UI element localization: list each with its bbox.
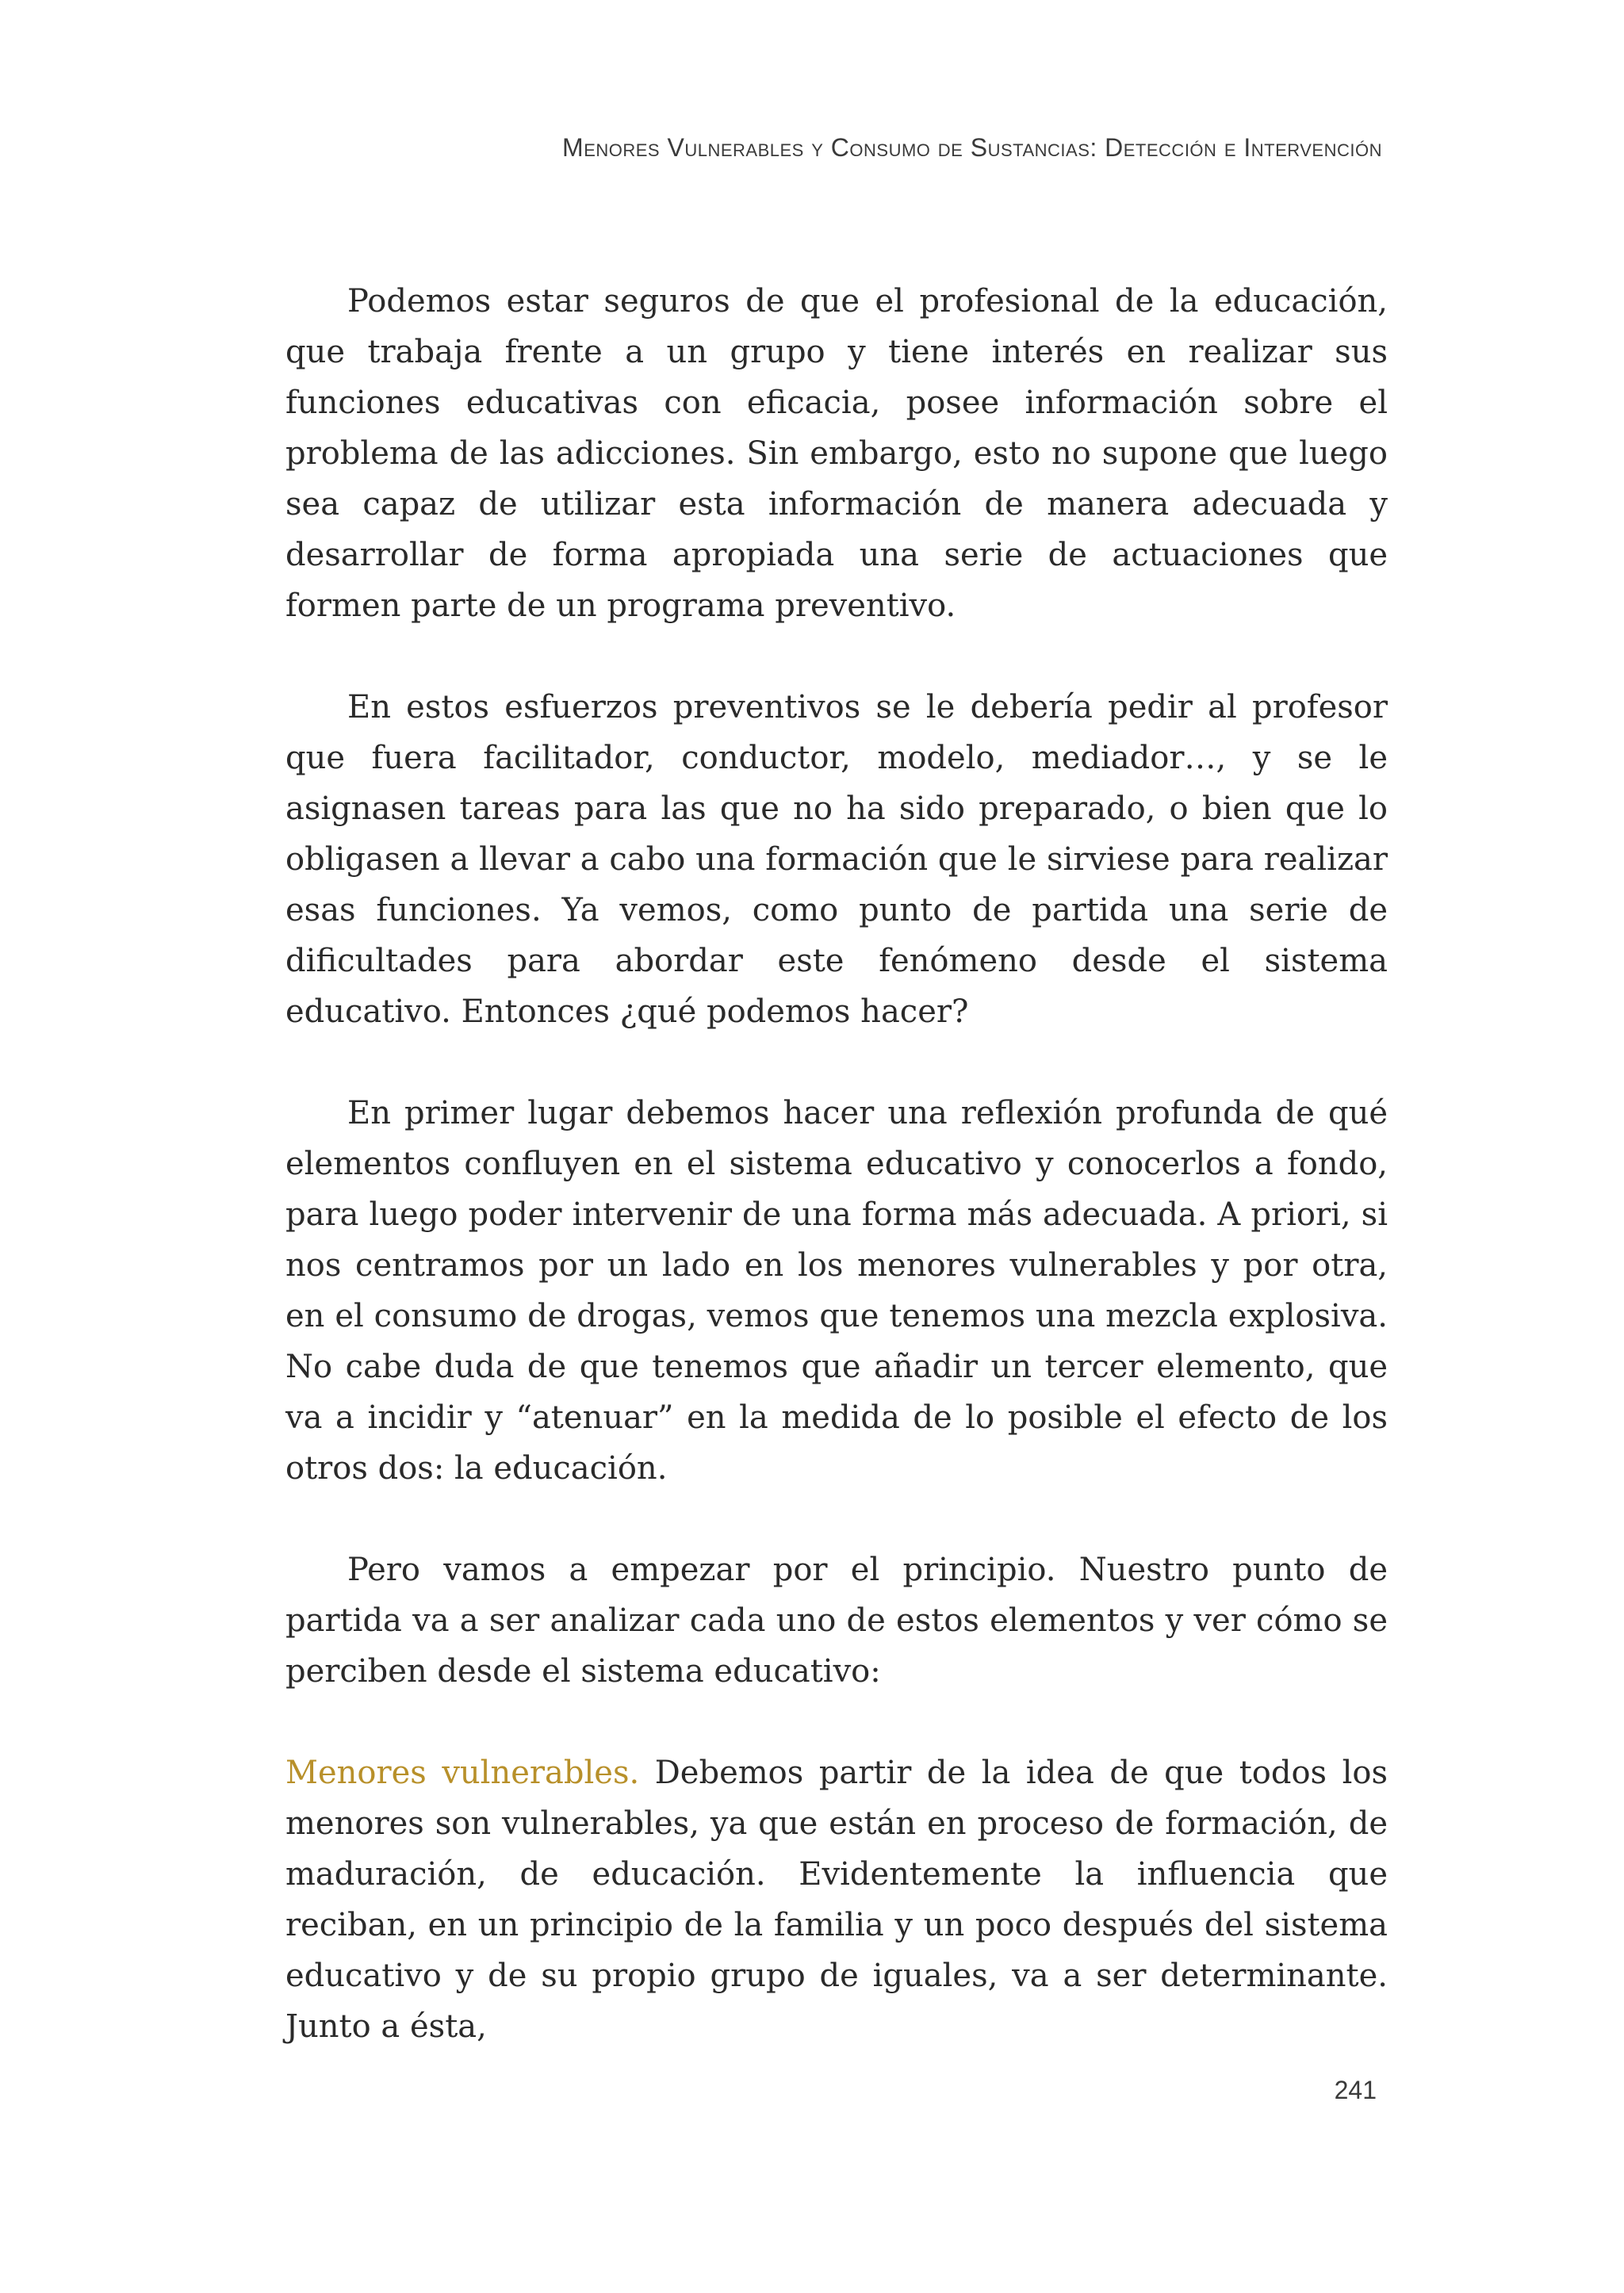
paragraph-4: Pero vamos a empezar por el principio. Nuestro punto de partida va a ser analizar cada uno de estos elementos y ver cómo se perciben desde el sistema educativo: [285,1552,1388,1690]
paragraph-2: En estos esfuerzos preventivos se le debería pedir al profesor que fuera facilitador, conductor, modelo, mediador…, y se le asignasen tareas para las que no ha sido preparado, o bien que lo obligasen a llevar a cabo una formación que le sirviese para realizar esas funciones. Ya vemos, como punto de partida una serie de dificultades para abordar este fenómeno desde el sistema educativo. Entonces ¿qué podemos hacer? [285,689,1388,1030]
page-number: 241 [1334,2076,1377,2104]
paragraph-3: En primer lugar debemos hacer una reflexión profunda de qué elementos confluyen en el sistema educativo y conocerlos a fondo, para luego poder intervenir de una forma más adecuada. A priori, si nos centramos por un lado en los menores vulnerables y por otra, en el consumo de drogas, vemos que tenemos una mezcla explosiva. No cabe duda de que tenemos que añadir un tercer elemento, que va a incidir y “atenuar” en la medida de lo posible el efecto de los otros dos: la educación. [285,1095,1388,1487]
lead-term-menores-vulnerables: Menores vulnerables. [285,1755,640,1791]
paragraph-5-text: Debemos partir de la idea de que todos los menores son vulnerables, ya que están en proceso de formación, de maduración, de educación. Evidentemente la influencia que reciban, en un principio de la familia y un poco después del sistema educativo y de su propio grupo de iguales, va a ser determinante. Junto a ésta, [285,1755,1388,2045]
paragraph-1: Podemos estar seguros de que el profesional de la educación, que trabaja frente a un grupo y tiene interés en realizar sus funciones educativas con eficacia, posee información sobre el problema de las adicciones. Sin embargo, esto no supone que luego sea capaz de utilizar esta información de manera adecuada y desarrollar de forma apropiada una serie de actuaciones que formen parte de un programa preventivo. [285,283,1388,624]
running-header: Menores Vulnerables y Consumo de Sustancias: Detección e Intervención [562,133,1382,162]
body-text [285,276,1388,2052]
paragraph-5 [285,1748,1388,2052]
